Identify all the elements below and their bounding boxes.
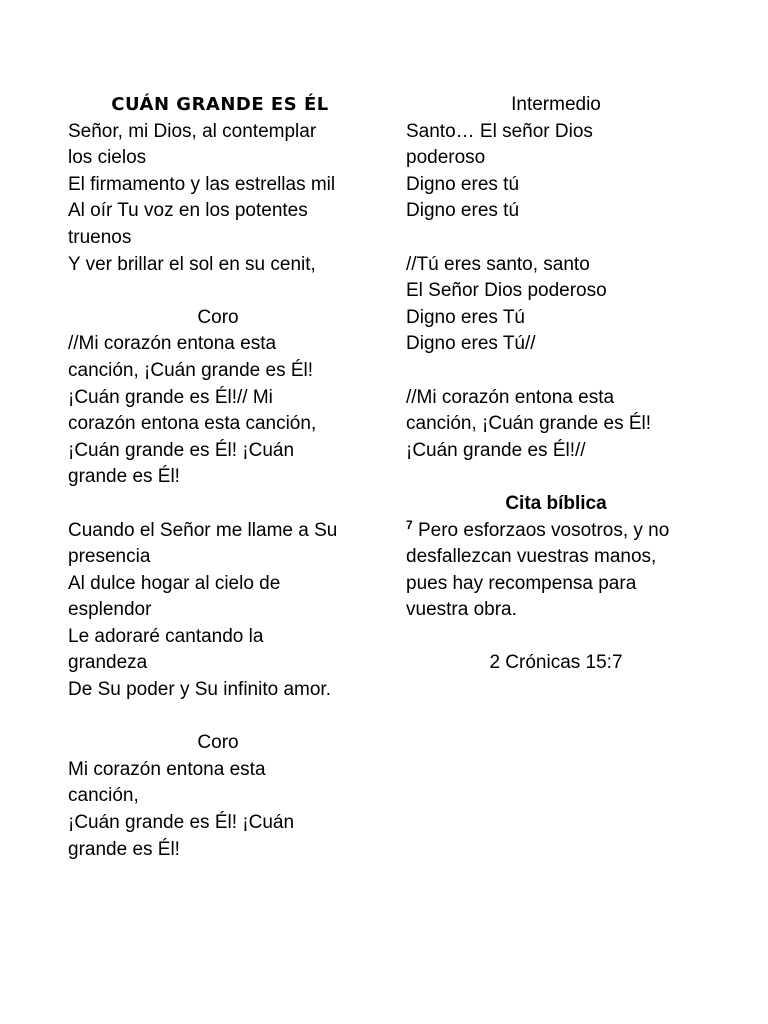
verse-2-line: grandeza — [68, 652, 148, 674]
chorus-2-line: grande es Él! — [68, 838, 180, 860]
chorus-1-heading: Coro — [197, 306, 239, 328]
song-title: CUÁN GRANDE ES ÉL — [111, 94, 329, 115]
chorus-1-line: //Mi corazón entona esta — [68, 333, 277, 355]
verse-1-line: los cielos — [68, 147, 147, 169]
chorus-1-line: ¡Cuán grande es Él! ¡Cuán — [68, 439, 295, 461]
verse-2-line: esplendor — [68, 599, 152, 621]
chorus-1-line: corazón entona esta canción, — [68, 413, 317, 435]
stanza-3-line: canción, ¡Cuán grande es Él! — [406, 413, 652, 435]
verse-2-line: Al dulce hogar al cielo de — [68, 572, 281, 594]
interlude-line: poderoso — [406, 147, 486, 169]
interlude-line: Digno eres tú — [406, 173, 520, 195]
verse-1-line: truenos — [68, 226, 132, 248]
verse-2-line: De Su poder y Su infinito amor. — [68, 679, 331, 701]
verse-1 — [68, 119, 368, 279]
stanza-3-line: //Mi corazón entona esta — [406, 386, 615, 408]
verse-1-line: El firmamento y las estrellas mil — [68, 173, 336, 195]
verse-number: 7 — [406, 517, 413, 532]
verse-1-line: Y ver brillar el sol en su cenit, — [68, 253, 316, 275]
verse-1-line: Al oír Tu voz en los potentes — [68, 200, 308, 222]
citation-line: pues hay recompensa para — [406, 572, 637, 594]
verse-2-line: presencia — [68, 546, 151, 568]
spacer — [68, 491, 368, 518]
citation-line: desfallezcan vuestras manos, — [406, 546, 657, 568]
chorus-1-line: ¡Cuán grande es Él!// Mi — [68, 386, 273, 408]
verse-2-line: Le adoraré cantando la — [68, 625, 264, 647]
interlude — [406, 119, 706, 225]
spacer — [68, 278, 368, 305]
citation-text: Pero esforzaos vosotros, y no — [417, 519, 670, 541]
citation-line — [406, 518, 706, 545]
spacer — [68, 704, 368, 731]
left-column — [68, 92, 368, 863]
stanza-2-line: Digno eres Tú — [406, 306, 525, 328]
chorus-2-heading: Coro — [197, 732, 239, 754]
interlude-heading: Intermedio — [511, 94, 601, 115]
citation-line: vuestra obra. — [406, 599, 517, 621]
stanza-2-line: Digno eres Tú// — [406, 333, 536, 355]
stanza-2 — [406, 252, 706, 358]
chorus-1-line: grande es Él! — [68, 466, 180, 488]
spacer — [406, 464, 706, 491]
citation-heading: Cita bíblica — [505, 492, 607, 514]
spacer — [406, 624, 706, 651]
chorus-2-line: ¡Cuán grande es Él! ¡Cuán — [68, 812, 295, 834]
chorus-1 — [68, 331, 368, 491]
spacer — [406, 358, 706, 385]
stanza-2-line: //Tú eres santo, santo — [406, 253, 590, 275]
chorus-1-line: canción, ¡Cuán grande es Él! — [68, 359, 314, 381]
verse-1-line: Señor, mi Dios, al contemplar — [68, 120, 317, 142]
interlude-line: Santo… El señor Dios — [406, 120, 593, 142]
spacer — [406, 225, 706, 252]
verse-2-line: Cuando el Señor me llame a Su — [68, 519, 338, 541]
stanza-3-line: ¡Cuán grande es Él!// — [406, 439, 586, 461]
citation-reference: 2 Crónicas 15:7 — [489, 652, 623, 674]
stanza-2-line: El Señor Dios poderoso — [406, 280, 607, 302]
stanza-3 — [406, 385, 706, 465]
chorus-2-line: canción, — [68, 785, 139, 807]
chorus-2 — [68, 757, 368, 863]
right-column — [406, 92, 706, 677]
chorus-2-line: Mi corazón entona esta — [68, 758, 266, 780]
verse-2 — [68, 518, 368, 704]
citation — [406, 518, 706, 624]
interlude-line: Digno eres tú — [406, 200, 520, 222]
